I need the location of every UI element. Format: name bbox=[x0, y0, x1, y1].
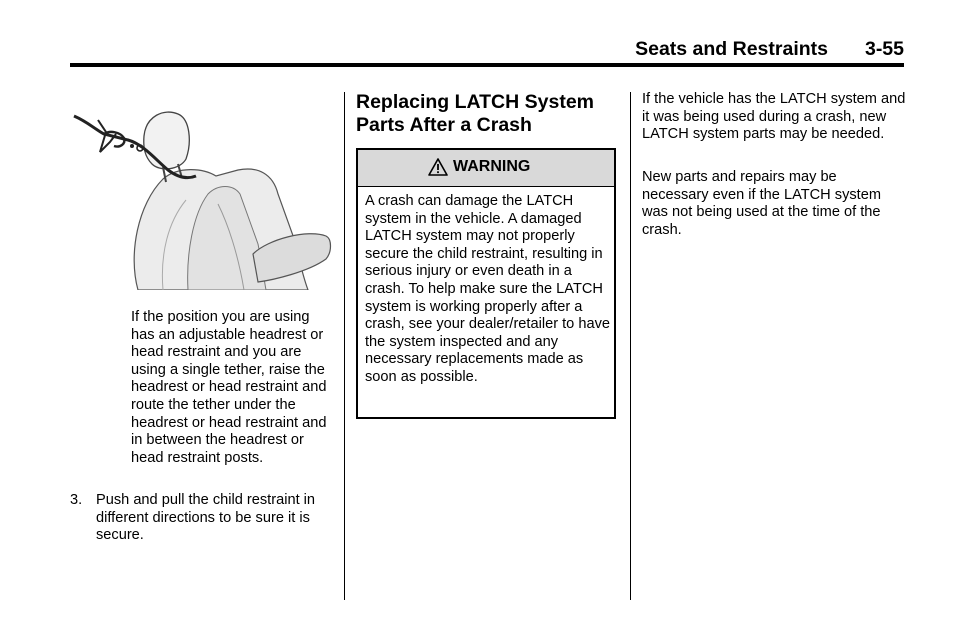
repairs-paragraph: New parts and repairs may be necessary even if the LATCH system was not being used at the time of the crash. bbox=[642, 169, 881, 238]
warning-triangle-icon bbox=[428, 158, 448, 176]
column-divider-left bbox=[344, 92, 345, 600]
tether-routing-paragraph: If the position you are using has an adjustable headrest or head restraint and you are using a single tether, raise the headrest or head restraint and route the tether under the headrest or head restraint and in between the headrest or head restraint posts. bbox=[131, 309, 327, 466]
warning-box bbox=[356, 148, 616, 419]
headrest-tether-illustration bbox=[68, 104, 336, 290]
section-title: Seats and Restraints bbox=[635, 38, 828, 60]
warning-text: A crash can damage the LATCH system in the vehicle. A damaged LATCH system may not properly secure the child restraint, resulting in serious injury or even death in a crash. To help make sure the LATCH system is working properly after a crash, see your dealer/retailer to have the system inspected and any necessary replacements made as soon as possible. bbox=[365, 193, 610, 385]
column-divider-right bbox=[630, 92, 631, 600]
step-number: 3. bbox=[70, 492, 83, 508]
latch-parts-paragraph: If the vehicle has the LATCH system and it was being used during a crash, new LATCH system parts may be needed. bbox=[642, 91, 906, 143]
step-text: Push and pull the child restraint in different directions to be sure it is secure. bbox=[96, 492, 316, 544]
page-header bbox=[70, 36, 904, 66]
warning-header bbox=[358, 150, 614, 187]
warning-title: WARNING bbox=[453, 158, 531, 175]
header-rule bbox=[70, 63, 904, 67]
section-heading: Replacing LATCH System Parts After a Crash bbox=[356, 91, 595, 136]
page-number: 3-55 bbox=[864, 38, 904, 60]
